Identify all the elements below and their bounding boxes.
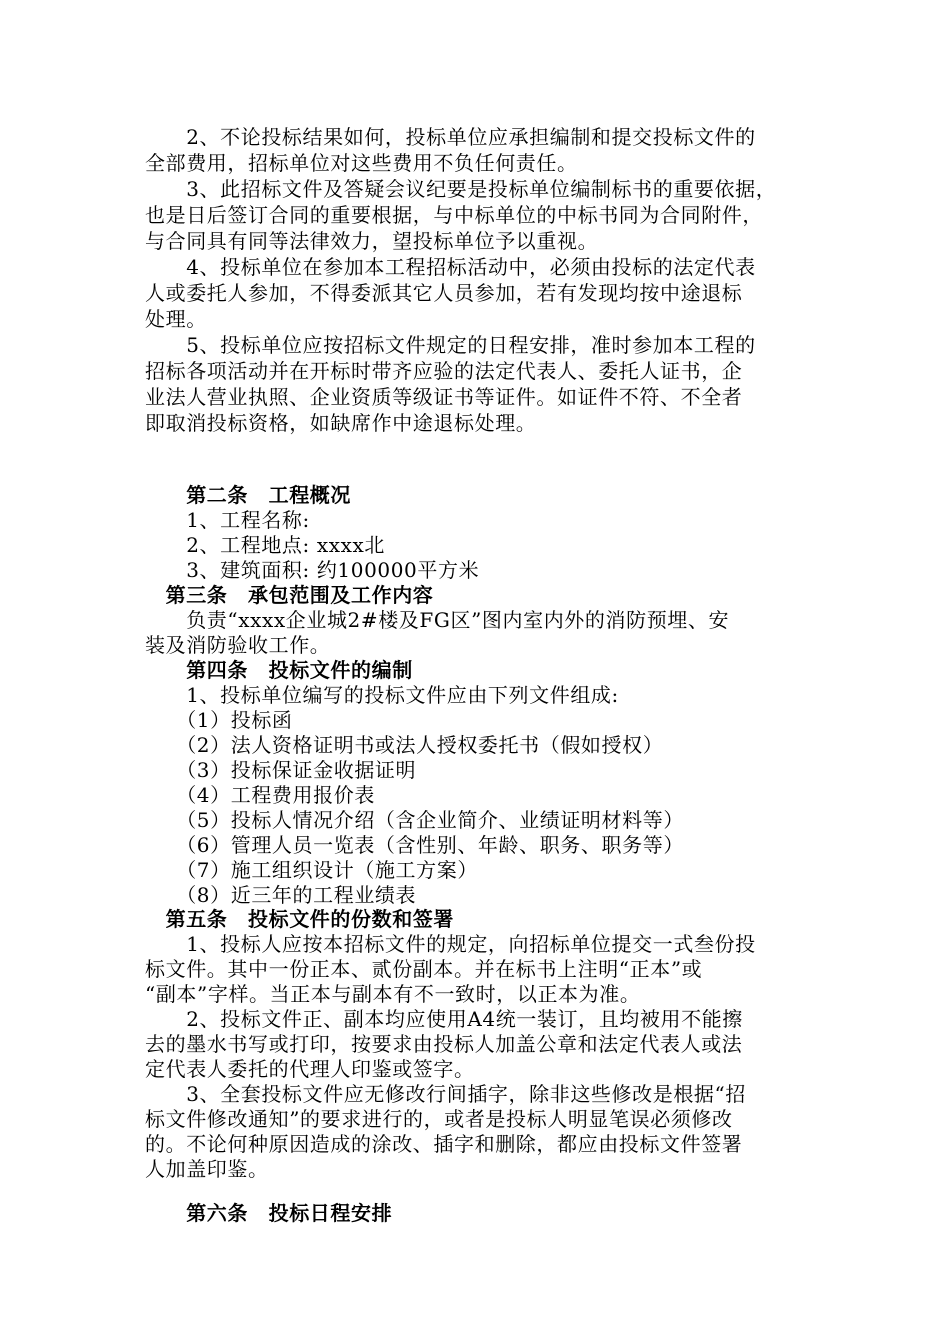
- copies-line-3: “副本”字样。当正本与副本有不一致时，以正本为准。: [145, 982, 641, 1006]
- doc-item-3: （3）投标保证金收据证明: [145, 758, 417, 782]
- para-3-line-2: 也是日后签订合同的重要根据，与中标单位的中标书同为合同附件，: [145, 203, 763, 227]
- para-3-line-1: 3、此招标文件及答疑会议纪要是投标单位编制标书的重要依据，: [145, 177, 777, 201]
- para-3-line-3: 与合同具有同等法律效力，望投标单位予以重视。: [145, 229, 599, 253]
- section-3-heading: 第三条 承包范围及工作内容: [145, 583, 434, 607]
- section-2-heading: 第二条 工程概况: [145, 483, 351, 507]
- copies-line-2: 标文件。其中一份正本、贰份副本。并在标书上注明“正本”或: [145, 957, 703, 981]
- section-5-heading: 第五条 投标文件的份数和签署: [145, 907, 454, 931]
- project-name: 1、工程名称:: [145, 508, 310, 532]
- project-location: 2、工程地点: xxxx北: [145, 533, 385, 557]
- para-4-line-2: 人或委托人参加，不得委派其它人员参加，若有发现均按中途退标: [145, 281, 743, 305]
- para-2-line-1: 2、不论投标结果如何，投标单位应承担编制和提交投标文件的: [145, 125, 756, 149]
- para-4-line-3: 处理。: [145, 307, 207, 331]
- scope-line-2: 装及消防验收工作。: [145, 633, 331, 657]
- scope-line-1: 负责“xxxx企业城2#楼及FG区”图内室内外的消防预埋、安: [145, 608, 730, 632]
- para-5-line-2: 招标各项活动并在开标时带齐应验的法定代表人、委托人证书，企: [145, 359, 743, 383]
- building-area: 3、建筑面积: 约100000平方米: [145, 558, 480, 582]
- para-5-line-1: 5、投标单位应按招标文件规定的日程安排，准时参加本工程的: [145, 333, 756, 357]
- doc-composition-intro: 1、投标单位编写的投标文件应由下列文件组成:: [145, 683, 619, 707]
- alteration-line-1: 3、全套投标文件应无修改行间插字，除非这些修改是根据“招: [145, 1082, 746, 1106]
- doc-item-5: （5）投标人情况介绍（含企业简介、业绩证明材料等）: [145, 808, 684, 832]
- copies-line-1: 1、投标人应按本招标文件的规定，向招标单位提交一式叁份投: [145, 932, 756, 956]
- para-2-line-2: 全部费用，招标单位对这些费用不负任何责任。: [145, 151, 578, 175]
- doc-item-8: （8）近三年的工程业绩表: [145, 883, 417, 907]
- alteration-line-3: 的。不论何种原因造成的涂改、插字和删除，都应由投标文件签署: [145, 1132, 743, 1156]
- doc-item-2: （2）法人资格证明书或法人授权委托书（假如授权）: [145, 733, 664, 757]
- section-6-heading: 第六条 投标日程安排: [145, 1201, 393, 1225]
- doc-item-7: （7）施工组织设计（施工方案）: [145, 858, 478, 882]
- binding-line-2: 去的墨水书写或打印，按要求由投标人加盖公章和法定代表人或法: [145, 1032, 743, 1056]
- alteration-line-2: 标文件修改通知”的要求进行的，或者是投标人明显笔误必须修改: [145, 1107, 733, 1131]
- para-5-line-3: 业法人营业执照、企业资质等级证书等证件。如证件不符、不全者: [145, 385, 743, 409]
- para-5-line-4: 即取消投标资格，如缺席作中途退标处理。: [145, 411, 537, 435]
- para-4-line-1: 4、投标单位在参加本工程招标活动中，必须由投标的法定代表: [145, 255, 756, 279]
- binding-line-1: 2、投标文件正、副本均应使用A4统一装订，且均被用不能擦: [145, 1007, 743, 1031]
- binding-line-3: 定代表人委托的代理人印鉴或签字。: [145, 1057, 475, 1081]
- section-4-heading: 第四条 投标文件的编制: [145, 658, 413, 682]
- doc-item-4: （4）工程费用报价表: [145, 783, 375, 807]
- doc-item-1: （1）投标函: [145, 708, 293, 732]
- doc-item-6: （6）管理人员一览表（含性别、年龄、职务、职务等）: [145, 833, 684, 857]
- alteration-line-4: 人加盖印鉴。: [145, 1157, 269, 1181]
